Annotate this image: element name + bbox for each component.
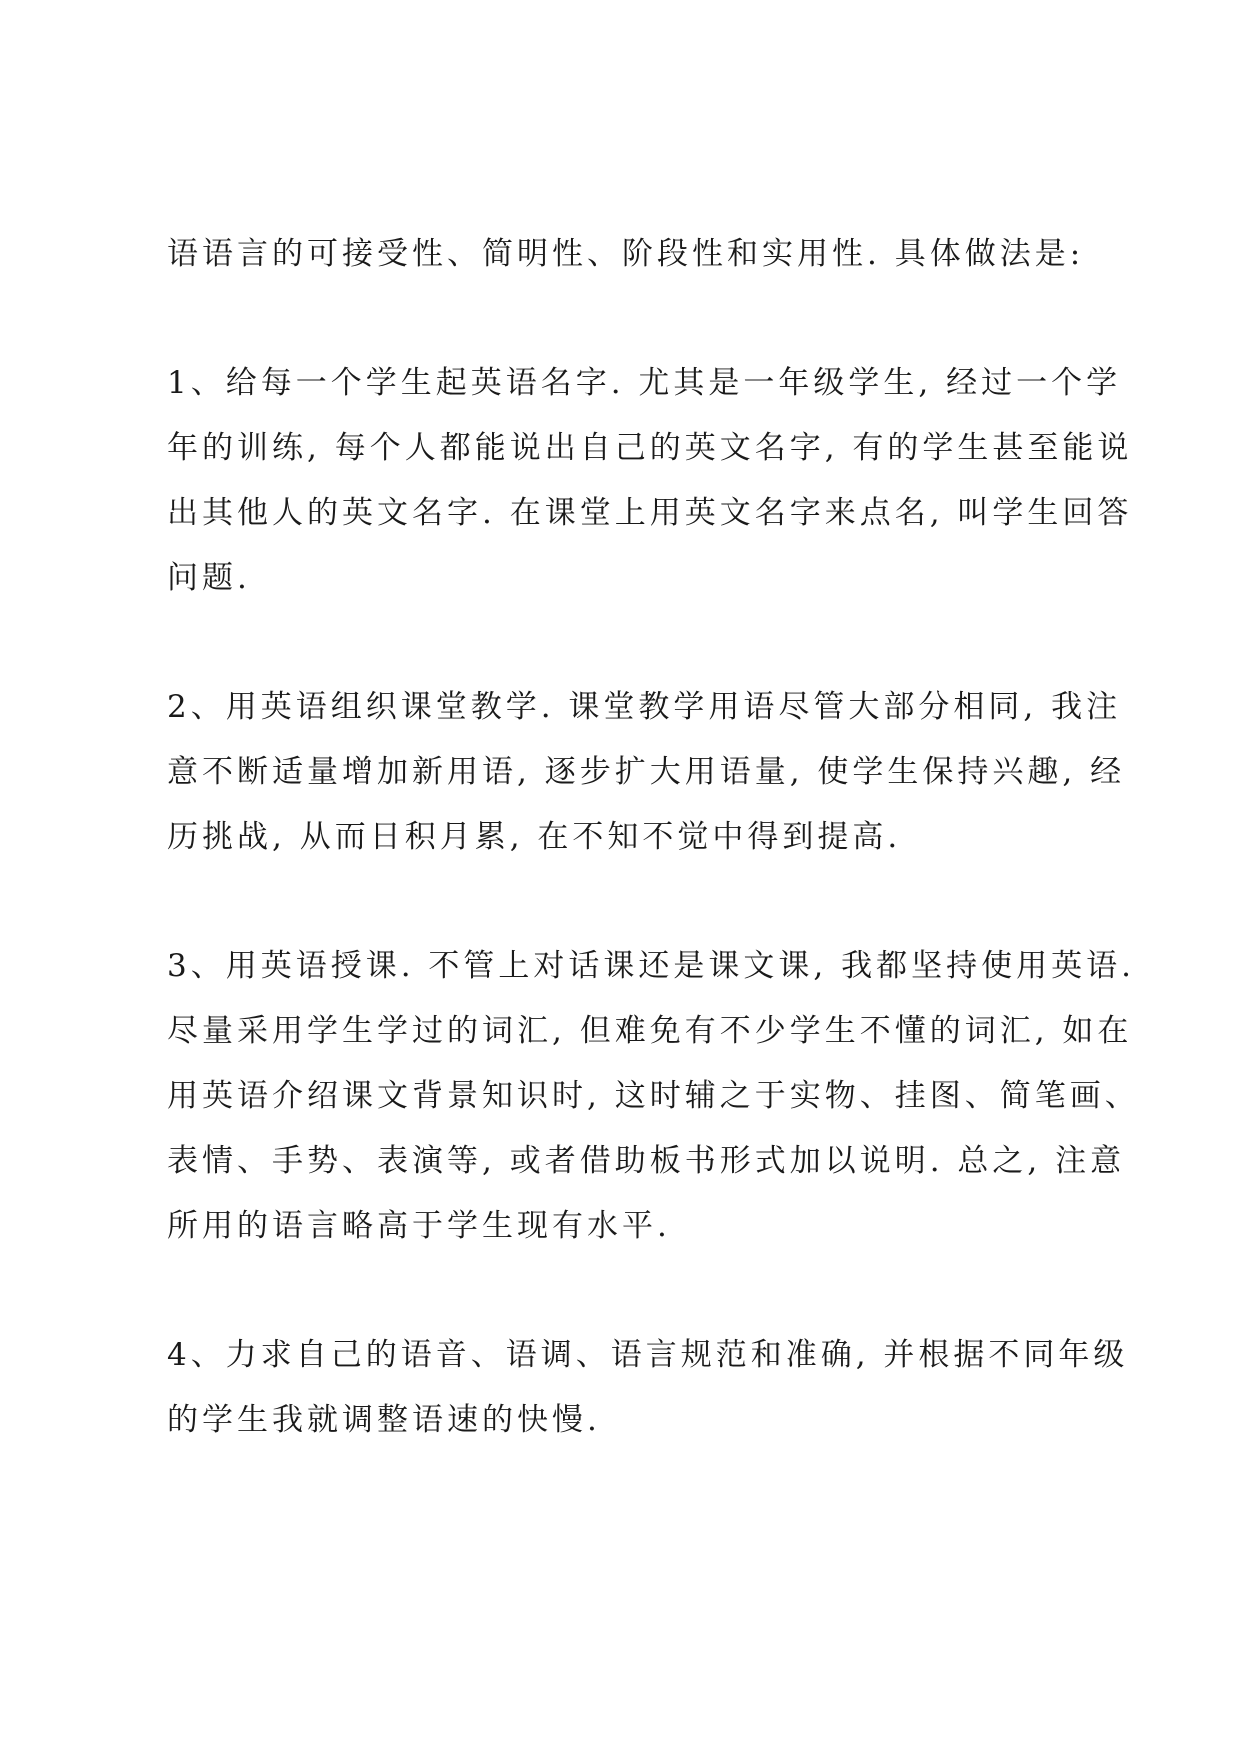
paragraph-item-3: [167, 934, 1140, 1259]
text-line: 出其他人的英文名字. 在课堂上用英文名字来点名, 叫学生回答: [167, 495, 1133, 531]
text-line: 表情、手势、表演等, 或者借助板书形式加以说明. 总之, 注意: [167, 1143, 1126, 1179]
document-page: [167, 222, 1140, 1517]
text-line: 3、用英语授课. 不管上对话课还是课文课, 我都坚持使用英语.: [167, 948, 1135, 984]
text-line: 4、力求自己的语音、语调、语言规范和准确, 并根据不同年级: [167, 1337, 1129, 1373]
text-line: 问题.: [167, 560, 251, 596]
text-line: 1、给每一个学生起英语名字. 尤其是一年级学生, 经过一个学: [167, 365, 1122, 401]
paragraph-item-2: [167, 675, 1126, 870]
text-line: 意不断适量增加新用语, 逐步扩大用语量, 使学生保持兴趣, 经: [167, 754, 1126, 790]
text-line: 年的训练, 每个人都能说出自己的英文名字, 有的学生甚至能说: [167, 430, 1133, 466]
text-line: 的学生我就调整语速的快慢.: [167, 1402, 601, 1438]
paragraph-item-1: [167, 351, 1133, 611]
text-line: 尽量采用学生学过的词汇, 但难免有不少学生不懂的词汇, 如在: [167, 1013, 1133, 1049]
text-line: 用英语介绍课文背景知识时, 这时辅之于实物、挂图、简笔画、: [167, 1078, 1140, 1114]
text-line: 语语言的可接受性、简明性、阶段性和实用性. 具体做法是:: [167, 236, 1085, 272]
text-line: 所用的语言略高于学生现有水平.: [167, 1208, 671, 1244]
text-line: 2、用英语组织课堂教学. 课堂教学用语尽管大部分相同, 我注: [167, 689, 1122, 725]
paragraph-intro: [167, 222, 1097, 287]
text-line: 历挑战, 从而日积月累, 在不知不觉中得到提高.: [167, 819, 902, 855]
paragraph-item-4: [167, 1323, 1129, 1453]
